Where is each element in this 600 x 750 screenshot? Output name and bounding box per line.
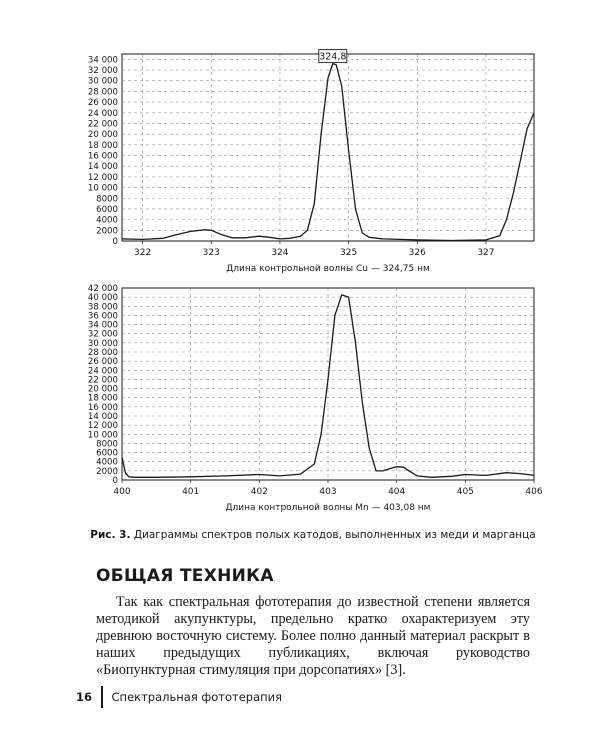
body-text xyxy=(96,594,530,679)
x-tick-label: 400 xyxy=(113,487,131,497)
y-tick-label: 10 000 xyxy=(87,183,118,194)
y-tick-label: 20 000 xyxy=(87,384,118,395)
footer-divider xyxy=(101,686,103,708)
x-tick-label: 402 xyxy=(250,487,268,497)
y-tick-label: 40 000 xyxy=(87,293,118,304)
y-tick-label: 36 000 xyxy=(87,311,118,322)
x-tick-label: 405 xyxy=(456,487,474,497)
y-tick-label: 38 000 xyxy=(87,302,118,313)
y-tick-label: 16 000 xyxy=(87,402,118,413)
y-tick-label: 28 000 xyxy=(87,87,118,98)
y-tick-label: 6000 xyxy=(96,448,118,459)
x-tick-label: 325 xyxy=(340,248,358,258)
cu-spectrum-chart xyxy=(78,38,548,280)
y-tick-label: 14 000 xyxy=(87,412,118,422)
x-tick-label: 327 xyxy=(477,248,495,258)
x-tick-label: 401 xyxy=(182,487,200,497)
page-number: 16 xyxy=(76,690,93,704)
y-tick-label: 18 000 xyxy=(87,140,118,151)
x-tick-label: 322 xyxy=(134,248,152,258)
y-tick-label: 6000 xyxy=(96,204,118,215)
y-tick-label: 30 000 xyxy=(87,338,118,349)
y-tick-label: 20 000 xyxy=(87,130,118,141)
y-tick-label: 34 000 xyxy=(87,320,118,331)
y-tick-label: 12 000 xyxy=(87,421,118,432)
running-title: Спектральная фототерапия xyxy=(111,690,283,704)
y-tick-label: 0 xyxy=(112,476,118,486)
y-tick-label: 8000 xyxy=(96,194,118,205)
figure-caption-text: Диаграммы спектров полых катодов, выполненных из меди и марганца xyxy=(133,529,536,541)
y-tick-label: 26 000 xyxy=(87,98,118,109)
x-tick-label: 323 xyxy=(202,248,220,258)
y-tick-label: 4000 xyxy=(96,457,118,468)
y-tick-label: 2000 xyxy=(96,226,118,237)
y-tick-label: 24 000 xyxy=(87,366,118,377)
mn-spectrum-svg xyxy=(78,282,548,520)
y-tick-label: 0 xyxy=(112,237,118,247)
y-tick-label: 26 000 xyxy=(87,357,118,368)
x-tick-label: 403 xyxy=(319,487,337,497)
figure-caption-label: Рис. 3. xyxy=(90,529,131,541)
y-tick-label: 28 000 xyxy=(87,348,118,358)
y-tick-label: 42 000 xyxy=(87,284,118,294)
x-tick-label: 326 xyxy=(408,248,426,258)
y-tick-label: 32 000 xyxy=(87,66,118,77)
mn-spectrum-chart xyxy=(78,282,548,520)
x-tick-label: 406 xyxy=(525,487,543,497)
peak-annotation xyxy=(319,50,347,63)
y-tick-label: 2000 xyxy=(96,466,118,477)
y-tick-label: 16 000 xyxy=(87,151,118,162)
y-tick-label: 22 000 xyxy=(87,119,118,130)
y-tick-label: 22 000 xyxy=(87,375,118,386)
y-tick-label: 30 000 xyxy=(87,76,118,87)
figure-caption xyxy=(78,528,548,542)
y-tick-label: 24 000 xyxy=(87,108,118,119)
series-line-cu xyxy=(122,64,534,241)
y-tick-label: 18 000 xyxy=(87,393,118,404)
page-footer xyxy=(76,686,282,708)
x-axis-label: Длина контрольной волны Mn — 403,08 нм xyxy=(225,503,431,513)
y-tick-label: 4000 xyxy=(96,215,118,226)
y-tick-label: 12 000 xyxy=(87,172,118,183)
x-tick-label: 404 xyxy=(388,487,406,497)
x-tick-label: 324 xyxy=(271,248,289,258)
section-heading: ОБЩАЯ ТЕХНИКА xyxy=(96,566,274,586)
y-tick-label: 10 000 xyxy=(87,430,118,441)
y-tick-label: 34 000 xyxy=(87,55,118,66)
y-tick-label: 32 000 xyxy=(87,329,118,340)
y-tick-label: 8000 xyxy=(96,439,118,450)
x-axis-label: Длина контрольной волны Cu — 324,75 нм xyxy=(226,264,430,274)
y-tick-label: 14 000 xyxy=(87,162,118,173)
peak-label: 324,8 xyxy=(319,51,347,63)
paragraph: Так как спектральная фототерапия до известной степени является методикой акупунктуры, предельно кратко охарактеризуем эту древнюю восточную систему. Более полно данный материал раскрыт в наших предыдущих публикациях, включая руководство «Биопунктурная стимуляция при дорсопатиях» [3]. xyxy=(96,594,530,678)
cu-spectrum-svg xyxy=(78,38,548,280)
